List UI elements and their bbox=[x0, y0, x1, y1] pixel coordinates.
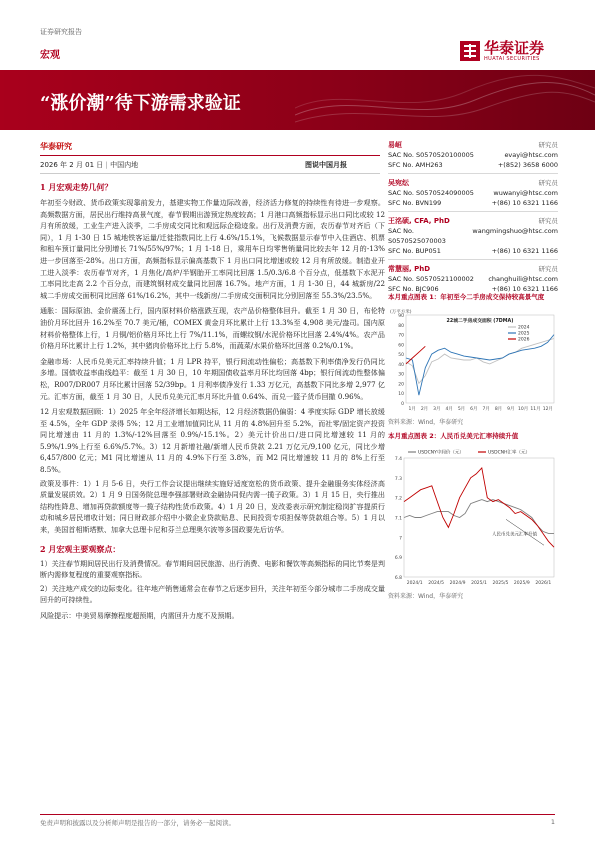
x-tick-label: 6月 bbox=[470, 407, 478, 412]
analyst-role: 研究员 bbox=[538, 179, 558, 187]
chart-inner-title: 22城二手房成交面积 (7DMA) bbox=[446, 319, 514, 324]
y-tick-label: 70 bbox=[398, 333, 404, 339]
chart-1-svg bbox=[388, 305, 558, 415]
analyst-name: 易峘 bbox=[388, 141, 402, 149]
analyst-sfc: SFC No. BUP051 bbox=[388, 247, 441, 255]
y-tick-label: 7.1 bbox=[394, 516, 402, 522]
legend-label: USDCNH汇率（元） bbox=[488, 450, 531, 456]
chart-2 bbox=[388, 431, 558, 600]
report-region: 中国内地 bbox=[110, 161, 139, 169]
legend-label: USDCNY中间价（元） bbox=[418, 450, 464, 456]
analyst-panel bbox=[388, 140, 558, 294]
analyst-sfc: SFC No. AMH263 bbox=[388, 161, 443, 169]
date-region: 2026 年 2 月 01 日 | 中国内地 bbox=[40, 161, 139, 169]
analyst-card bbox=[388, 264, 558, 294]
divider bbox=[388, 211, 558, 212]
x-tick-label: 2025/5 bbox=[492, 581, 509, 586]
y-tick-label: 6.8 bbox=[394, 576, 402, 581]
y-tick-label: 30 bbox=[398, 372, 404, 378]
paragraph-policy: 政策及事件：1）1 月 5-6 日，央行工作会议提出继续实施好适度宽松的货币政策、提升金融服务实体经济高质量发展质效。2）1 月 9 日国务院总理李强部署财政金融协同促内需一揽子政策。3）1 月 15 日，央行推出结构性降息、增加再贷款额度等一揽子结构性货币政策。4）1 月 20 日，发改委表示研究制定稳岗扩容提质行动和城乡居民增收计划；同日财政部介绍中小微企业贷款贴息、民间投资专项担保等贷款组合等。5）1 月以来，美国首相斯塔默、加拿大总理卡尼和芬兰总理奥尔波等多国政要先后访华。 bbox=[40, 478, 385, 535]
x-tick-label: 2026/1 bbox=[535, 581, 552, 586]
report-kind: 图说中国月报 bbox=[305, 161, 347, 169]
analyst-phone: +(86) 10 6321 1166 bbox=[491, 285, 558, 293]
x-tick-label: 1月 bbox=[408, 407, 416, 412]
paragraph-observation-2: 2）关注地产成交的边际变化。往年地产销售通常会在春节之后逐步回升，关注年初至今部分城市二手房成交量回升的可持续性。 bbox=[40, 583, 386, 605]
divider bbox=[40, 173, 380, 174]
y-tick-label: 6.9 bbox=[394, 556, 402, 562]
analyst-email[interactable]: changhuili@htsc.com bbox=[488, 275, 558, 283]
logo-mark-icon bbox=[460, 41, 480, 61]
x-tick-label: 2025/9 bbox=[513, 581, 530, 586]
report-title: “涨价潮”待下游需求验证 bbox=[40, 93, 241, 114]
x-tick-label: 11月 bbox=[530, 407, 541, 412]
legend-label: 2026 bbox=[518, 337, 530, 343]
analyst-role: 研究员 bbox=[538, 141, 558, 149]
paragraph-overview: 年初至今财政、货币政策实现靠前发力，基建实物工作量边际改善，经济活力修复的持续性有待进一步观察。高频数据方面，居民出行维持高景气度，春节假期出游预定热度较高；1 月港口高频指标显示出口同比或较 12 月有所放缓，工业生产进入淡季，二手房成交同比和观远际企稳迹象。出行及消费方面，农历春节对齐后（下同），1 月 1-30 日 15 城地铁客运量/迁徙指数同比上行 4.6%/15.1%，飞候数据显示春节中入住酒店、机票和租车预订量同比分别增长 71%/55%/97%；1 月 1-18 日，乘用车日均零售销量同比较去年 12 月的-13%进一步回落至-28%。出口方面，高频指标显示偏高基数下 1 月出口同比增速或较 12 月有所放缓。制造业开工进入淡季：农历春节对齐，1 月焦化/高炉/半钢胎开工率同比回落 1.5/0.3/6.8 个百分点，低基数下水泥开工率同比走高 2.2 个百分点，而建筑钢材成交量同比回落 16.7%。地产方面，1 月 1-30 日，44 城新房/22 城二手房成交面积同比回落 61%/16.2%，其中一线新房/二手房成交面积同比分别回落至 55.3%/23.5%。 bbox=[40, 198, 385, 300]
series-line bbox=[406, 346, 425, 364]
analyst-phone: +(86) 10 6321 1166 bbox=[491, 199, 558, 207]
main-column bbox=[40, 182, 385, 622]
section-heading: 2 月宏观主要观察点： bbox=[40, 543, 121, 554]
divider bbox=[388, 259, 558, 260]
chart-1 bbox=[388, 292, 558, 426]
footer bbox=[40, 818, 555, 827]
analyst-sac: SAC No. S0570521100002 bbox=[388, 275, 474, 283]
analyst-email[interactable]: wuwanyi@htsc.com bbox=[493, 189, 558, 197]
footer-divider bbox=[40, 814, 555, 815]
y-tick-label: 7.4 bbox=[394, 457, 402, 462]
y-tick-label: 10 bbox=[398, 392, 404, 398]
x-tick-label: 9月 bbox=[507, 407, 515, 412]
y-tick-label: 7.3 bbox=[394, 476, 402, 482]
divider bbox=[388, 173, 558, 174]
chart-source: 资料来源：Wind，华泰研究 bbox=[388, 419, 464, 426]
analyst-name: 吴宛纭 bbox=[388, 179, 409, 187]
analyst-phone: +(852) 3658 6000 bbox=[497, 161, 558, 169]
x-tick-label: 2024/9 bbox=[449, 581, 466, 586]
series-line bbox=[406, 335, 554, 396]
legend-label: 2025 bbox=[518, 331, 530, 337]
analyst-email[interactable]: wangmingshuo@htsc.com bbox=[472, 227, 558, 235]
logo-text-en: HUATAI SECURITIES bbox=[484, 56, 540, 62]
analyst-name: 王洺硕, CFA, PhD bbox=[388, 217, 450, 225]
x-tick-label: 3月 bbox=[433, 407, 441, 412]
y-tick-label: 90 bbox=[398, 314, 404, 319]
x-tick-label: 5月 bbox=[457, 407, 466, 412]
y-tick-label: 7 bbox=[399, 536, 402, 542]
analyst-phone: +(86) 10 6321 1166 bbox=[491, 247, 558, 255]
paragraph-data-review: 12 月宏观数据回顾：1）2025 年全年经济增长如期达标，12 月经济数据仍偏弱：4 季度实际 GDP 增长放缓至 4.5%，全年 GDP 录得 5%；12 月工业增加值同比从 11 月的 4.8%回升至 5.2%，而社零/固定资产投资同比增速由 11 月的 1.3%/-12%回落至 0.9%/-15.1%。2）美元计价出口/进口同比增速较 11 月的 5.9%/1.9%上行至 6.6%/5.7%。3）12 月新增社融/新增人民币贷款 2.21 万亿元/9,100 亿元，同比少增 6,457/800 亿元；M1 同比增速从 11 月的 4.9%下行至 3.8%，而 M2 同比增速较 11 月的 8%上行至 8.5%。 bbox=[40, 407, 385, 475]
banner-wave-decoration bbox=[295, 70, 595, 130]
analyst-sfc: SFC No. BVN199 bbox=[388, 199, 442, 207]
analyst-card bbox=[388, 178, 558, 212]
report-type-label: 证券研究报告 bbox=[40, 28, 82, 36]
x-tick-label: 2月 bbox=[420, 407, 429, 412]
divider bbox=[40, 155, 380, 156]
annotation-label: 人民币兑美元汇率升值 bbox=[492, 532, 537, 538]
report-date: 2026 年 2 月 01 日 bbox=[40, 161, 104, 169]
x-tick-label: 2025/1 bbox=[471, 581, 487, 586]
org-label: 华泰研究 bbox=[40, 141, 72, 151]
y-tick-label: 7.2 bbox=[394, 496, 402, 502]
y-tick-label: 40 bbox=[398, 362, 404, 368]
analyst-sac: SAC No. S0570525070003 bbox=[388, 227, 446, 245]
analyst-role: 研究员 bbox=[538, 217, 558, 225]
y-tick-label: 80 bbox=[398, 323, 404, 329]
x-tick-label: 12月 bbox=[542, 407, 553, 412]
x-tick-label: 10月 bbox=[518, 407, 529, 412]
footer-disclaimer: 免责声明和披露以及分析师声明是报告的一部分，请务必一起阅读。 bbox=[40, 819, 235, 827]
chart-title: 本月重点图表 2：人民币兑美元汇率持续升值 bbox=[388, 432, 519, 440]
chart-2-svg bbox=[388, 444, 558, 589]
analyst-name: 常慧丽, PhD bbox=[388, 265, 431, 273]
analyst-card bbox=[388, 216, 558, 260]
analyst-email[interactable]: evayi@htsc.com bbox=[504, 151, 558, 159]
plot-frame bbox=[406, 315, 554, 403]
y-tick-label: 0 bbox=[401, 402, 404, 407]
company-logo bbox=[460, 40, 544, 62]
y-tick-label: 60 bbox=[398, 343, 404, 349]
analyst-sac: SAC No. S0570524090005 bbox=[388, 189, 474, 197]
paragraph-inflation: 通胀：国际原油、金价震荡上行，国内原材料价格涨跌互现，农产品价格整体回升。截至 1 月 30 日，布伦特油价月环比回升 16.2%至 70.7 美元/桶，COMEX 黄金月环比累计上行 13.3%至 4,908 美元/盎司。国内原材料价格整体上行，1 月铜/铝价格月环比上行 7%/11.1%，而螺纹钢/水泥价格环比回落 2.4%/4%。农产品价格月环比累计上行 1.2%，其中猪肉价格环比上行 5.8%，而蔬菜/水果价格环比回落 0.2%/0.1%。 bbox=[40, 306, 385, 351]
paragraph-observation-1: 1）关注春节期间居民出行及消费情况。春节期间居民旅游、出行消费、电影和餐饮等高频指标的同比节奏是判断内需修复程度的重要观察指标。 bbox=[40, 558, 386, 580]
legend-label: 2024 bbox=[518, 325, 530, 331]
y-axis-label: (万平方米) bbox=[390, 310, 412, 315]
series-line bbox=[404, 500, 554, 534]
analyst-role: 研究员 bbox=[538, 265, 558, 273]
x-tick-label: 8月 bbox=[494, 407, 503, 412]
title-banner bbox=[0, 70, 595, 130]
analyst-sac: SAC No. S0570520100005 bbox=[388, 151, 474, 159]
logo-text-cn: 华泰证券 bbox=[484, 39, 545, 57]
analyst-sfc: SFC No. BJC906 bbox=[388, 285, 439, 293]
x-tick-label: 2024/1 bbox=[406, 581, 423, 586]
y-tick-label: 20 bbox=[398, 382, 404, 388]
x-tick-label: 2024/5 bbox=[428, 581, 445, 586]
paragraph-financial-markets: 金融市场：人民币兑美元汇率持续升值；1 月 LPR 持平，银行间流动性偏松；高基数下利率债净发行仍同比多增。国债收益率曲线趋平：截至 1 月 30 日，10 年期国债收益率月环比均回落 4bp；银行间流动性整体偏松，R007/DR007 月环比累计回落 52/39bp。1 月利率债净发行 1.33 万亿元，高基数下同比多增 2,977 亿元。汇率方面，截至 1 月 30 日，人民币兑美元汇率月环比升值 0.64%、而兑一篮子货币回撤 0.96%。 bbox=[40, 356, 385, 401]
chart-source: 资料来源：Wind，华泰研究 bbox=[388, 593, 464, 600]
section-heading: 1 月宏观走势几何？ bbox=[40, 182, 113, 192]
page-number: 1 bbox=[550, 818, 555, 826]
analyst-card bbox=[388, 140, 558, 174]
risk-warning: 风险提示：中美贸易摩擦程度超预期，内需回升力度不及预期。 bbox=[40, 611, 239, 620]
x-tick-label: 7月 bbox=[482, 407, 490, 412]
x-tick-label: 4月 bbox=[445, 407, 453, 412]
sector-label: 宏观 bbox=[40, 50, 60, 61]
chart-title: 本月重点图表 1：年初至今二手房成交保持较高景气度 bbox=[388, 293, 545, 301]
y-tick-label: 50 bbox=[398, 353, 404, 359]
